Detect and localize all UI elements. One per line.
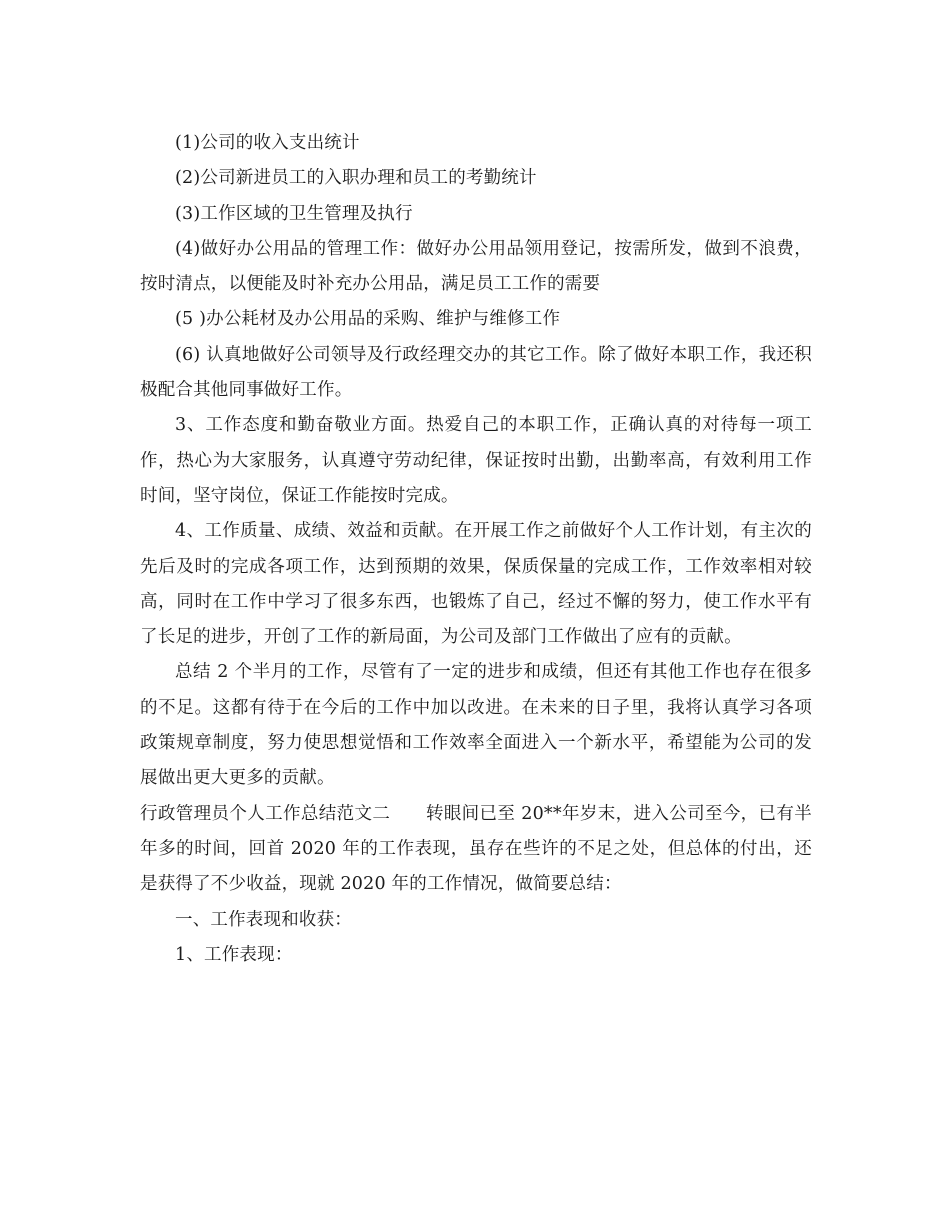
paragraph-item-6: (6) 认真地做好公司领导及行政经理交办的其它工作。除了做好本职工作，我还积极配合其他同事做好工作。 — [140, 344, 812, 401]
paragraph-item-4: (4)做好办公用品的管理工作：做好办公用品领用登记，按需所发，做到不浪费，按时清点，以便能及时补充办公用品，满足员工工作的需要 — [140, 238, 812, 295]
paragraph-item-2: (2)公司新进员工的入职办理和员工的考勤统计 — [175, 168, 537, 189]
paragraph-work-attitude: 3、工作态度和勤奋敬业方面。热爱自己的本职工作，正确认真的对待每一项工作，热心为大家服务，认真遵守劳动纪律，保证按时出勤，出勤率高，有效利用工作时间，坚守岗位，保证工作能按时完成。 — [140, 415, 812, 506]
paragraph-work-quality: 4、工作质量、成绩、效益和贡献。在开展工作之前做好个人工作计划，有主次的先后及时的完成各项工作，达到预期的效果，保质保量的完成工作，工作效率相对较高，同时在工作中学习了很多东西，也锻炼了自己，经过不懈的努力，使工作水平有了长足的进步，开创了工作的新局面，为公司及部门工作做出了应有的贡献。 — [140, 521, 812, 648]
paragraph-item-5: (5 )办公耗材及办公用品的采购、维护与维修工作 — [175, 309, 561, 330]
subsection-heading-performance: 1、工作表现： — [175, 944, 293, 965]
paragraph-item-1: (1)公司的收入支出统计 — [175, 133, 360, 153]
paragraph-item-3: (3)工作区域的卫生管理及执行 — [175, 203, 413, 224]
paragraph-sample-two-intro: 行政管理员个人工作总结范文二 转眼间已至 20**年岁末，进入公司至今，已有半年多的时间，回首 2020 年的工作表现，虽存在些许的不足之处，但总体的付出，还是获得了不少收益，现就 2020 年的工作情况，做简要总结： — [140, 803, 812, 895]
paragraph-summary: 总结 2 个半月的工作，尽管有了一定的进步和成绩，但还有其他工作也存在很多的不足。这都有待于在今后的工作中加以改进。在未来的日子里，我将认真学习各项政策规章制度，努力使思想觉悟和工作效率全面进入一个新水平，希望能为公司的发展做出更大更多的贡献。 — [140, 662, 812, 789]
document-body — [140, 126, 812, 973]
section-heading-performance: 一、工作表现和收获： — [175, 909, 352, 930]
